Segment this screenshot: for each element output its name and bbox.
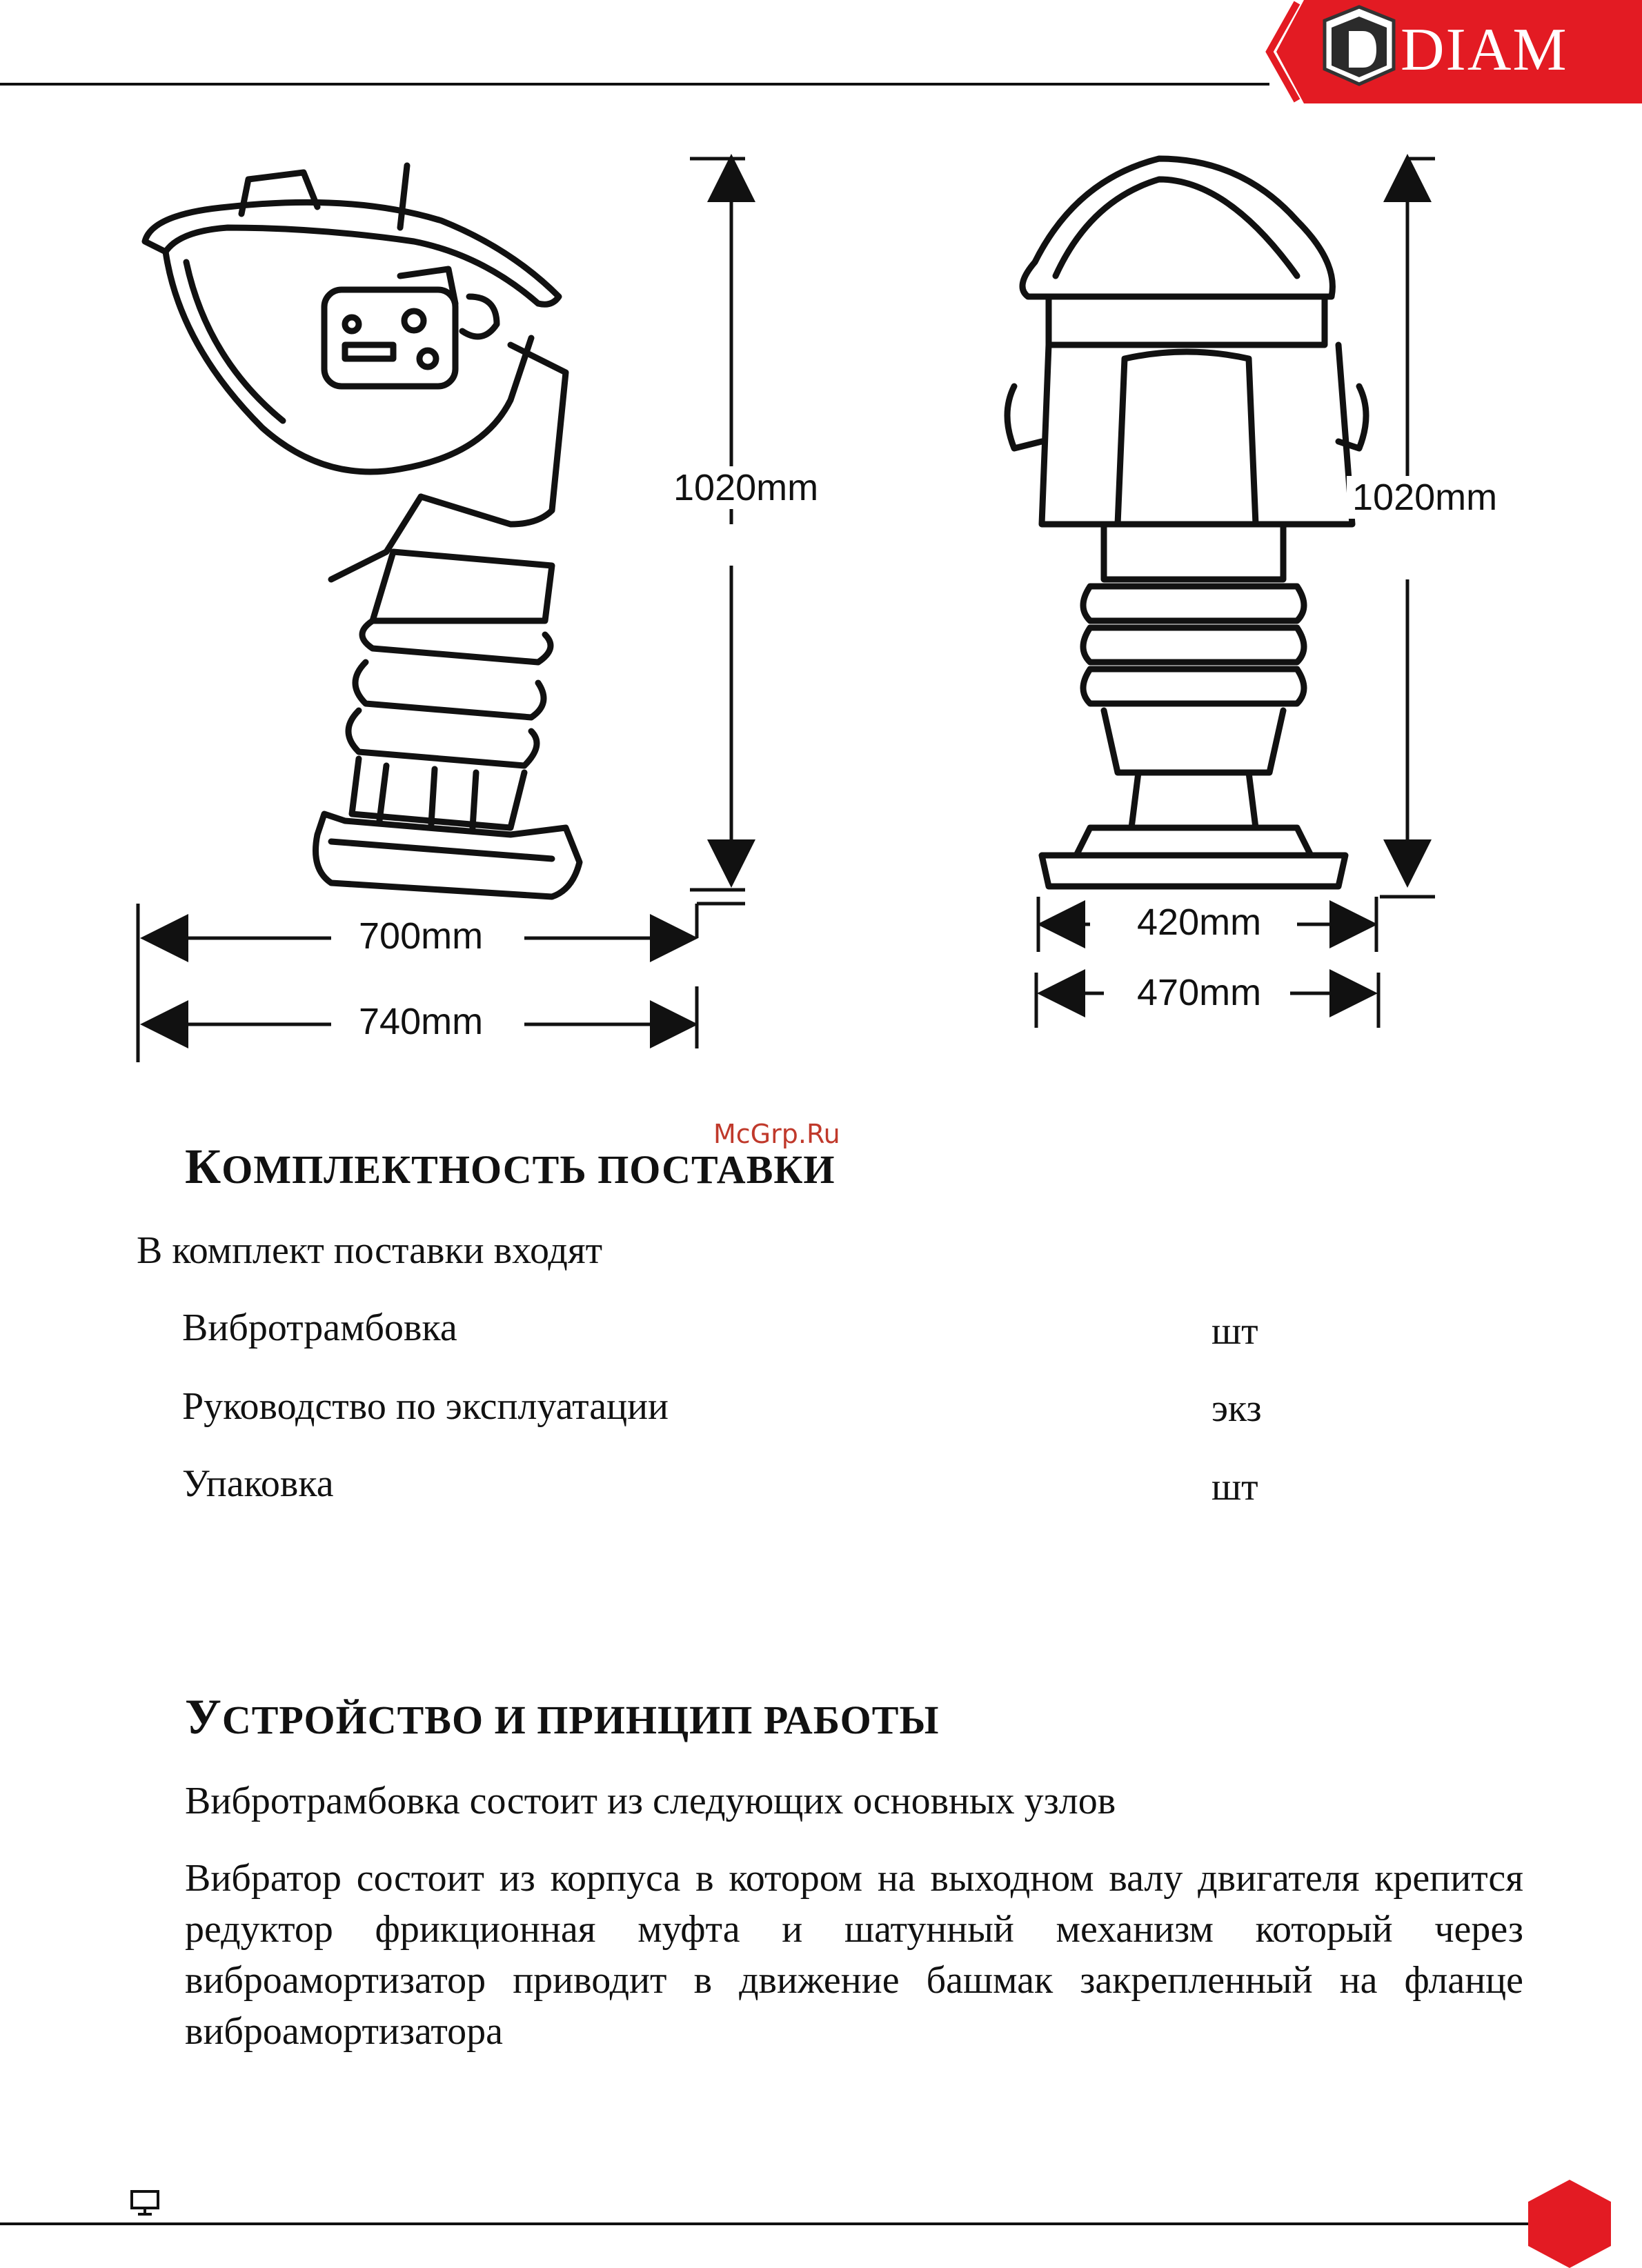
delivery-heading-rest: ОМПЛЕКТНОСТЬ ПОСТАВКИ (221, 1147, 835, 1192)
design-heading (185, 1689, 939, 1746)
delivery-item-name: Руководство по эксплуатации (182, 1385, 669, 1428)
dimension-drawing (124, 138, 1435, 1090)
delivery-item-unit: экз (1211, 1387, 1262, 1430)
side-width-outer-label: 740mm (353, 1000, 488, 1043)
delivery-item-unit: шт (1211, 1466, 1258, 1509)
front-width-outer-label: 470mm (1131, 971, 1267, 1014)
side-height-label: 1020mm (668, 466, 824, 509)
watermark: McGrp.Ru (713, 1119, 840, 1149)
side-width-inner-label: 700mm (353, 915, 488, 957)
front-height-label: 1020mm (1347, 476, 1503, 519)
header-rule (0, 83, 1269, 86)
brand-name: DIAM (1401, 17, 1568, 83)
front-width-inner-label: 420mm (1131, 901, 1267, 944)
rammer-front-view (1007, 159, 1366, 886)
footer-rule (0, 2222, 1532, 2225)
front-dimensions (1036, 159, 1435, 1028)
monitor-icon (130, 2189, 160, 2217)
hexagon-badge-icon (1525, 2180, 1614, 2268)
rammer-side-view (145, 166, 580, 897)
delivery-heading-cap: К (185, 1139, 222, 1194)
delivery-intro: В комплект поставки входят (137, 1229, 603, 1272)
delivery-item-name: Упаковка (182, 1462, 334, 1505)
design-heading-rest: СТРОЙСТВО И ПРИНЦИП РАБОТЫ (221, 1698, 940, 1742)
design-line: Вибротрамбовка состоит из следующих основных узлов (185, 1780, 1116, 1822)
delivery-heading (185, 1138, 835, 1195)
design-paragraph: Вибратор состоит из корпуса в котором на выходном валу двигателя крепится редуктор фрикционная муфта и шатунный механизм который через виброамортизатор приводит в движение башмак закрепленный на фланце виброамортизатора (185, 1857, 1523, 2053)
cube-icon (1325, 7, 1394, 84)
delivery-item-name: Вибротрамбовка (182, 1306, 457, 1349)
delivery-item-unit: шт (1211, 1310, 1258, 1353)
design-heading-cap: У (185, 1689, 222, 1744)
